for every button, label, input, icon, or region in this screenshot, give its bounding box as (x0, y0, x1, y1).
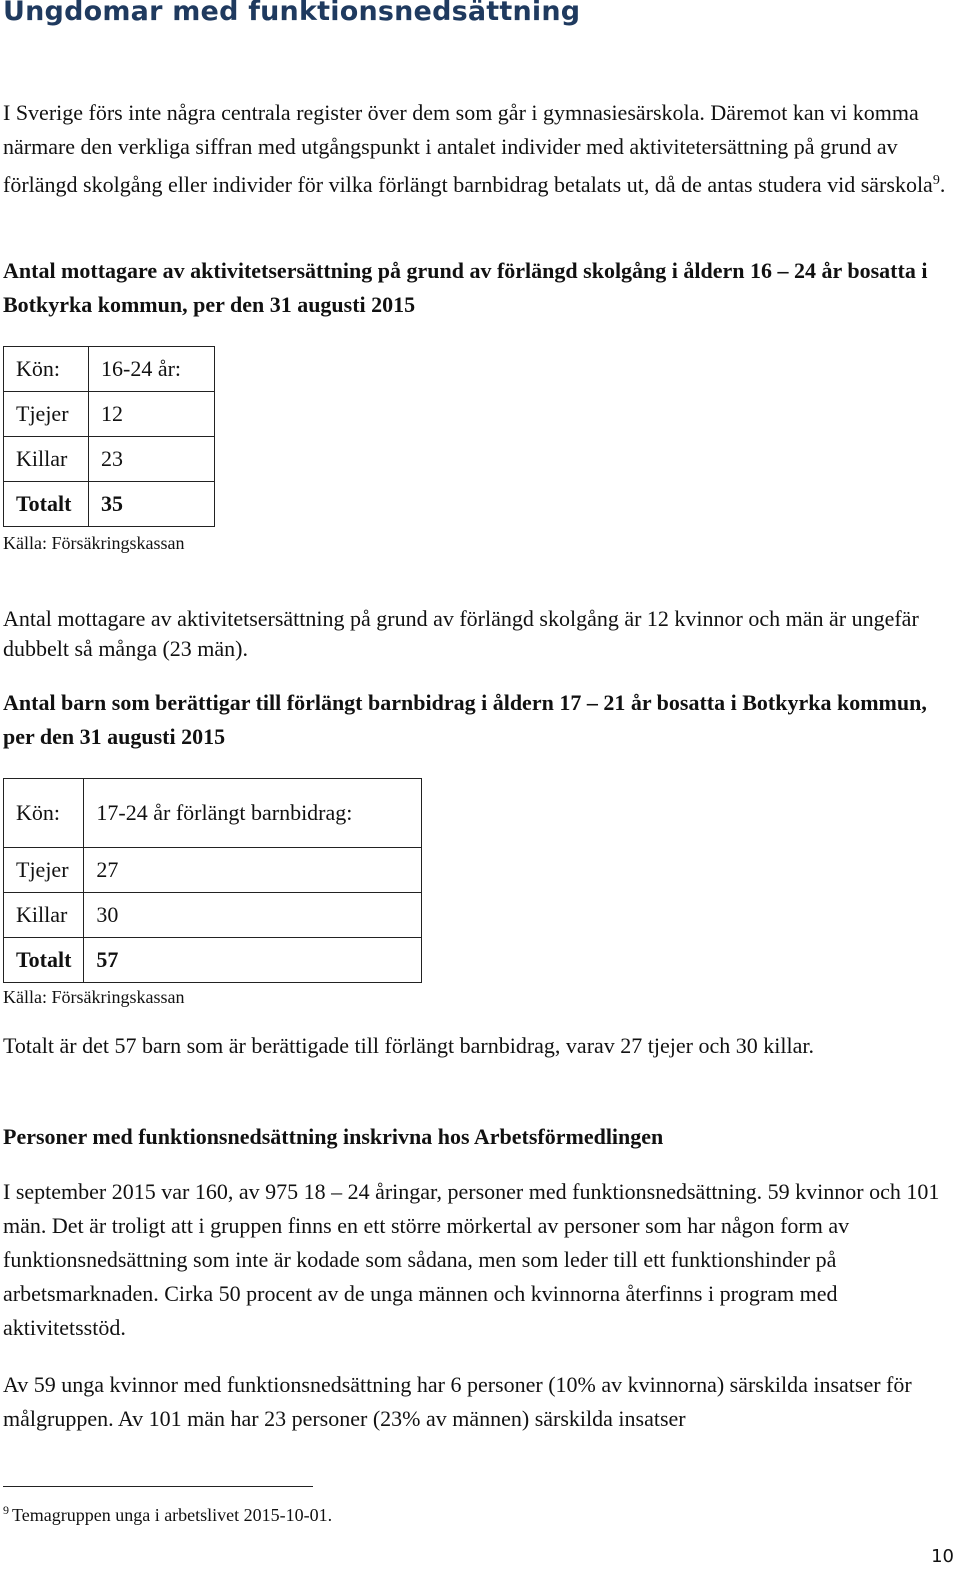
table-cell: Totalt (4, 482, 89, 527)
table-header-row (4, 779, 422, 848)
table-cell: Tjejer (4, 392, 89, 437)
table-total-row (4, 482, 215, 527)
table-cell: Totalt (4, 938, 84, 983)
table-cell: 30 (84, 893, 422, 938)
table-header-row (4, 347, 215, 392)
table-cell: 35 (89, 482, 215, 527)
table1 (3, 346, 215, 527)
table-cell: 27 (84, 848, 422, 893)
table-cell: 17-24 år förlängt barnbidrag: (84, 779, 422, 848)
table2 (3, 778, 422, 983)
footnote-reference[interactable]: 9 (932, 173, 940, 188)
table2-summary: Totalt är det 57 barn som är berättigade till förlängt barnbidrag, varav 27 tjejer och 30 killar. (3, 1033, 814, 1058)
table-cell: 23 (89, 437, 215, 482)
footnote-divider (3, 1486, 313, 1487)
table-cell: Killar (4, 893, 84, 938)
table-cell: Kön: (4, 779, 84, 848)
page-number: 10 (931, 1546, 954, 1567)
table-cell: 57 (84, 938, 422, 983)
page-title: Ungdomar med funktionsnedsättning (3, 0, 581, 27)
table-row (4, 392, 215, 437)
table-total-row (4, 938, 422, 983)
section3-heading: Personer med funktionsnedsättning inskrivna hos Arbetsförmedlingen (3, 1124, 664, 1149)
table-row (4, 848, 422, 893)
table1-source: Källa: Försäkringskassan (3, 533, 185, 553)
table-cell: Tjejer (4, 848, 84, 893)
intro-end: . (939, 172, 946, 197)
intro-text: I Sverige förs inte några centrala register över dem som går i gymnasiesärskola. Däremot kan vi komma närmare den verkliga siffran med utgångspunkt i antalet individer med aktivitetersättning på grund av förlängd skolgång eller individer för vilka förlängt barnbidrag betalats ut, då de antas studera vid särskola (3, 100, 933, 197)
intro-paragraph (3, 96, 953, 202)
footnote-text: Temagruppen unga i arbetslivet 2015-10-01. (12, 1505, 333, 1525)
table-cell: Kön: (4, 347, 89, 392)
table2-source: Källa: Försäkringskassan (3, 987, 185, 1007)
table2-heading: Antal barn som berättigar till förlängt barnbidrag i åldern 17 – 21 år bosatta i Botkyrka kommun, per den 31 augusti 2015 (3, 690, 927, 749)
table-row (4, 893, 422, 938)
footnote (3, 1498, 332, 1527)
table1-heading: Antal mottagare av aktivitetsersättning på grund av förlängd skolgång i åldern 16 – 24 år bosatta i Botkyrka kommun, per den 31 augusti 2015 (3, 258, 928, 317)
table1-summary: Antal mottagare av aktivitetsersättning på grund av förlängd skolgång är 12 kvinnor och män är ungefär dubbelt så många (23 män). (3, 606, 919, 661)
section3-paragraph-1: I september 2015 var 160, av 975 18 – 24 åringar, personer med funktionsnedsättning. 59 kvinnor och 101 män. Det är troligt att i gruppen finns en ett större mörkertal av personer som har någon form av funktionsnedsättning som inte är kodade som sådana, men som leder till ett funktionshinder på arbetsmarknaden. Cirka 50 procent av de unga männen och kvinnorna återfinns i program med aktivitetsstöd. (3, 1179, 940, 1340)
table-row (4, 437, 215, 482)
table-cell: 12 (89, 392, 215, 437)
table-cell: 16-24 år: (89, 347, 215, 392)
footnote-mark: 9 (3, 1503, 9, 1517)
table-cell: Killar (4, 437, 89, 482)
section3-paragraph-2: Av 59 unga kvinnor med funktionsnedsättning har 6 personer (10% av kvinnorna) särskilda insatser för målgruppen. Av 101 män har 23 personer (23% av männen) särskilda insatser (3, 1372, 912, 1431)
